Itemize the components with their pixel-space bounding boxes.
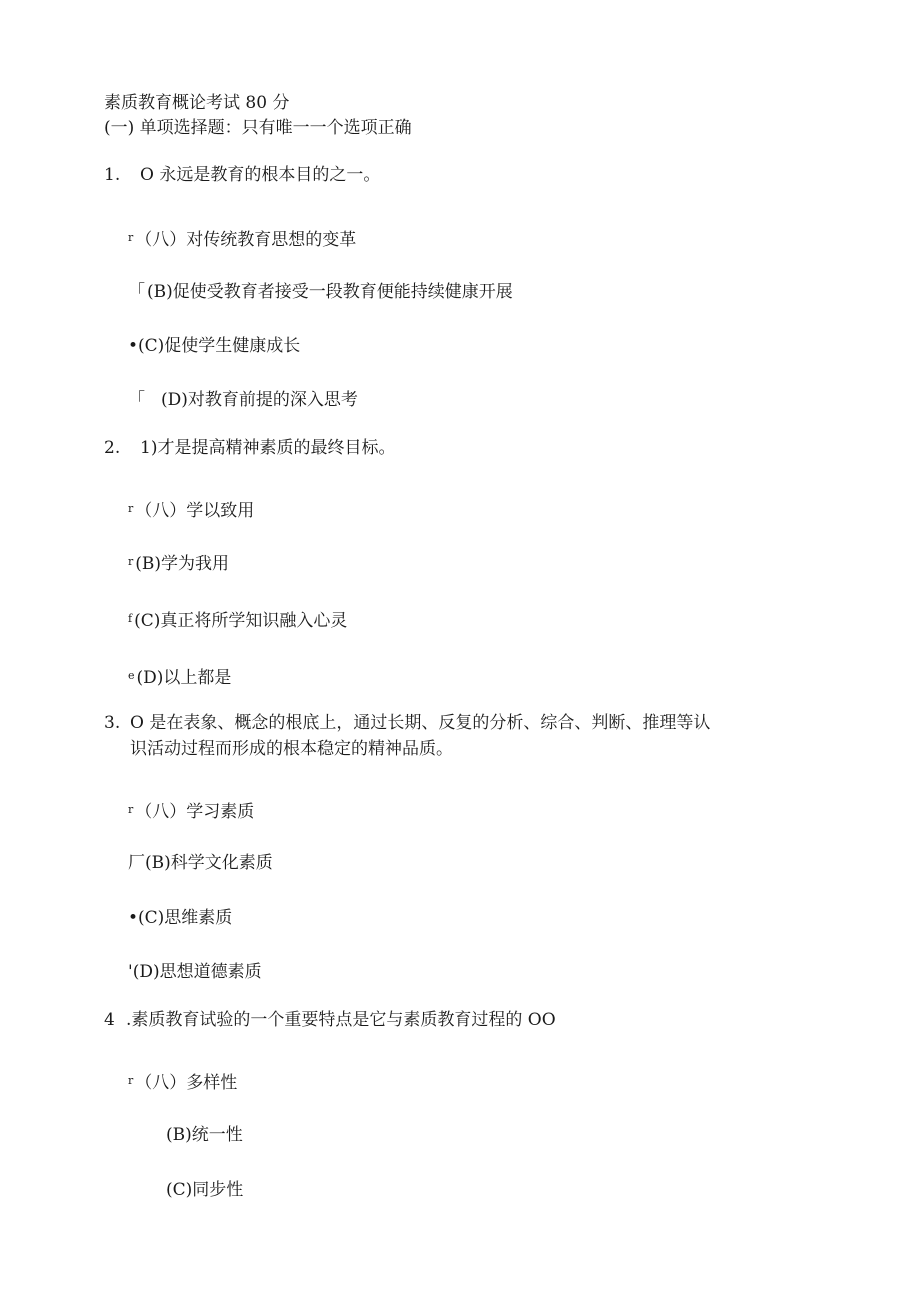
radio-marker-icon: 厂 xyxy=(128,853,145,873)
q4-option-c[interactable] xyxy=(166,1179,243,1201)
radio-marker-icon: r xyxy=(128,231,134,244)
radio-marker-icon: r xyxy=(128,555,134,568)
q1-option-d[interactable] xyxy=(128,389,358,411)
question-text: O 是在表象、概念的根底上，通过长期、反复的分析、综合、判断、推理等认 xyxy=(130,713,711,733)
option-text: (B)科学文化素质 xyxy=(145,853,273,873)
question-4 xyxy=(104,1009,556,1031)
section-heading: (一) 单项选择题：只有唯一一个选项正确 xyxy=(104,118,412,138)
option-text: (C)思维素质 xyxy=(138,908,233,928)
q3-option-d[interactable] xyxy=(128,961,262,983)
q4-option-b[interactable] xyxy=(166,1124,243,1146)
radio-marker-icon: r xyxy=(128,1074,134,1087)
q2-option-a[interactable] xyxy=(128,498,254,522)
option-text: (C)促使学生健康成长 xyxy=(138,336,301,356)
radio-marker-icon: • xyxy=(128,336,139,356)
option-text: （八）学以致用 xyxy=(135,501,255,521)
option-text: (D)对教育前提的深入思考 xyxy=(161,390,358,410)
option-text: (C)同步性 xyxy=(166,1180,244,1200)
q3-option-a[interactable] xyxy=(128,799,254,823)
question-text: 1)才是提高精神素质的最终目标。 xyxy=(140,438,396,458)
option-text: (D)以上都是 xyxy=(136,668,232,688)
radio-marker-icon: ' xyxy=(128,962,133,982)
radio-marker-icon: 「 xyxy=(128,390,145,410)
option-text: （八）学习素质 xyxy=(135,802,255,822)
question-3 xyxy=(104,712,710,734)
question-number: 4 xyxy=(104,1010,115,1030)
question-number: 1. xyxy=(104,165,121,185)
question-text: O 永远是教育的根本目的之一。 xyxy=(140,165,381,185)
option-text: (D)思想道德素质 xyxy=(132,962,262,982)
q2-option-c[interactable] xyxy=(128,608,347,632)
radio-marker-icon: 「 xyxy=(128,282,145,302)
option-text: (B)统一性 xyxy=(166,1125,243,1145)
option-text: (C)真正将所学知识融入心灵 xyxy=(134,611,348,631)
radio-marker-icon: e xyxy=(128,669,135,682)
q3-option-c[interactable] xyxy=(128,907,232,929)
option-text: （八）对传统教育思想的变革 xyxy=(135,230,357,250)
question-1 xyxy=(104,164,380,186)
radio-marker-icon: r xyxy=(128,502,134,515)
q1-option-a[interactable] xyxy=(128,227,356,251)
radio-marker-icon: • xyxy=(128,908,139,928)
question-text: .素质教育试验的一个重要特点是它与素质教育过程的 OO xyxy=(126,1010,556,1030)
option-text: (B)促使受教育者接受一段教育便能持续健康开展 xyxy=(147,282,513,302)
document-title: 素质教育概论考试 80 分 xyxy=(104,93,290,113)
question-number: 2. xyxy=(104,438,121,458)
q2-option-d[interactable] xyxy=(128,665,231,689)
q1-option-b[interactable] xyxy=(128,281,513,303)
q2-option-b[interactable] xyxy=(128,551,229,575)
option-text: （八）多样性 xyxy=(135,1073,238,1093)
option-text: (B)学为我用 xyxy=(135,554,230,574)
q4-option-a[interactable] xyxy=(128,1070,237,1094)
q1-option-c[interactable] xyxy=(128,335,300,357)
radio-marker-icon: r xyxy=(128,803,134,816)
question-2 xyxy=(104,437,395,459)
question-number: 3. xyxy=(104,713,121,733)
radio-marker-icon: f xyxy=(128,612,133,625)
q3-option-b[interactable] xyxy=(128,852,273,874)
question-3-continuation: 识活动过程而形成的根本稳定的精神品质。 xyxy=(130,739,453,759)
